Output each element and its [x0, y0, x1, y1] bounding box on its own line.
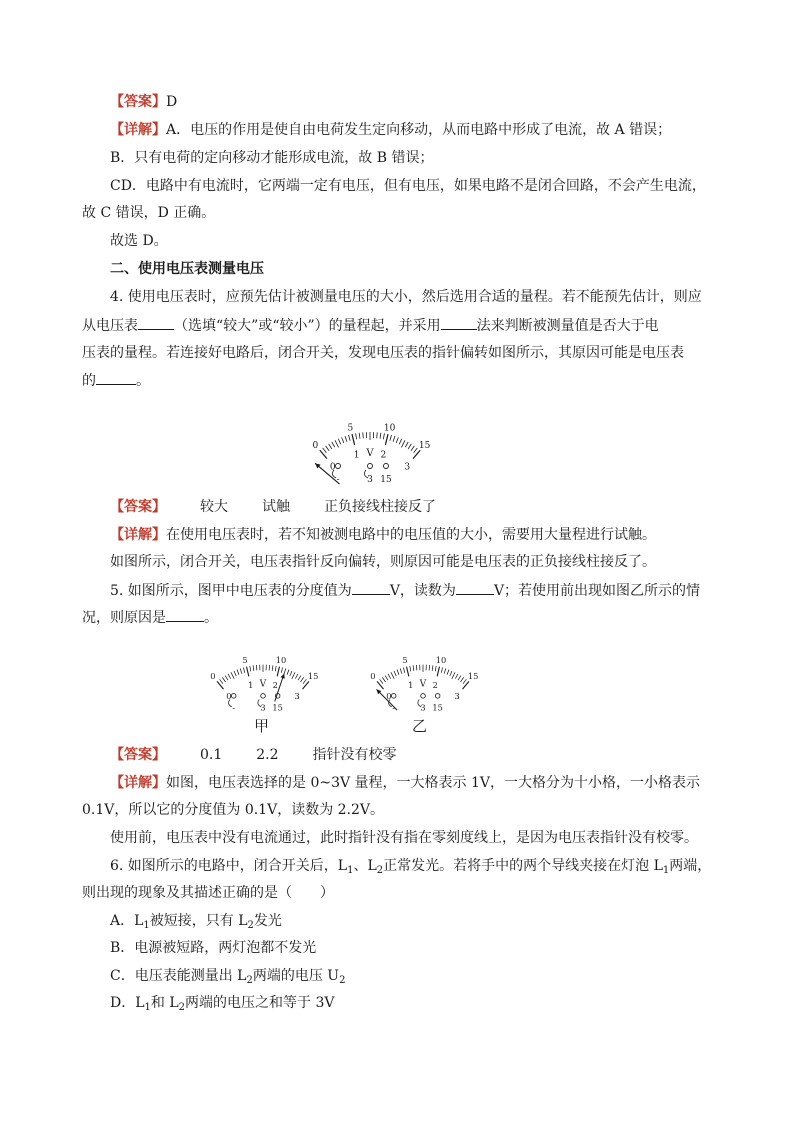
- scale-tick: [228, 674, 231, 679]
- caption-yi: 乙: [412, 717, 428, 735]
- scale-tick: [277, 667, 279, 677]
- terminal-post: [368, 464, 373, 469]
- outer-tick-label: 15: [307, 671, 319, 682]
- q6-line1-b: 、L: [353, 858, 377, 874]
- terminal-label: 3: [260, 702, 266, 713]
- scale-tick: [400, 668, 402, 673]
- scale-tick: [397, 670, 399, 675]
- sub-2: 2: [247, 920, 254, 931]
- q6-opt-d-2: 和 L: [150, 995, 179, 1011]
- scale-tick: [281, 667, 283, 672]
- q4-detail-1: 在使用电压表时，若不知被测电路中的电压值的大小，需要用大量程进行试触。: [166, 527, 656, 543]
- scale-tick: [345, 436, 347, 442]
- voltmeter-figure-q4: [290, 392, 450, 492]
- scale-tick: [231, 672, 234, 679]
- terminal-label: 3: [420, 702, 426, 713]
- q4-line3: 压表的量程。若连接好电路后，闭合开关，发现电压表的指针偏转如图所示，其原因可能是电压表: [82, 345, 684, 361]
- outer-tick-label: 0: [312, 440, 319, 451]
- q5-line2: [82, 607, 218, 628]
- q3-answer-line: [110, 92, 177, 112]
- scale-tick: [363, 432, 364, 438]
- scale-tick: [380, 679, 383, 683]
- scale-tick: [335, 440, 339, 447]
- outer-tick-label: 10: [275, 655, 287, 666]
- voltmeter-figure-jia: [188, 628, 338, 720]
- inner-tick-label: 1: [353, 450, 360, 461]
- q4-line4-a: 的: [82, 373, 96, 389]
- scale-tick: [432, 665, 433, 670]
- scale-tick: [382, 677, 385, 682]
- q6-option-b: B．电源被短路，两灯泡都不发光: [110, 940, 317, 956]
- sub-2: 2: [339, 975, 346, 986]
- sub-1: 1: [347, 865, 354, 876]
- q3-conclusion: 故选 D。: [110, 233, 168, 249]
- scale-tick: [394, 671, 396, 676]
- scale-tick: [411, 446, 414, 451]
- q6-line1-c: 正常发光。若将手中的两个导线夹接在灯泡 L: [383, 858, 663, 874]
- unit-label: V: [259, 678, 267, 690]
- scale-tick: [359, 433, 360, 439]
- scale-tick: [390, 435, 392, 441]
- inner-tick-label: 3: [294, 691, 300, 702]
- terminal-post: [435, 694, 440, 699]
- outer-tick-label: 10: [435, 655, 447, 666]
- q3-detail-cd-2: 故 C 错误，D 正确。: [82, 205, 216, 221]
- terminal-label: 15: [272, 702, 283, 713]
- scale-tick: [441, 667, 443, 672]
- q5-detail-1: 如图，电压表选择的是 0~3V 量程，一大格表示 1V，一大格分为十小格，一小格表示: [166, 775, 701, 791]
- scale-tick: [332, 442, 335, 447]
- q5-blank-1: [352, 580, 390, 595]
- q6-opt-d-3: 两端的电压之和等于 3V: [185, 995, 335, 1011]
- scale-tick: [222, 677, 225, 682]
- q5-answer-2: 2.2: [256, 747, 279, 763]
- scale-tick: [253, 665, 254, 670]
- scale-tick: [393, 436, 395, 442]
- answer-tag: 【答案】: [110, 747, 166, 763]
- inner-tick-label: 0: [226, 691, 232, 702]
- scale-tick: [298, 676, 301, 681]
- scale-tick: [463, 679, 466, 683]
- sub-1: 1: [143, 920, 150, 931]
- voltmeter-diagram-yi: [348, 628, 498, 716]
- inner-tick-label: 2: [432, 680, 438, 691]
- outer-tick-label: 5: [242, 655, 248, 666]
- q3-detail-cd-1: CD．电路中有电流时，它两端一定有电压，但有电压，如果电路不是闭合回路，不会产生电流，: [110, 178, 706, 194]
- inner-tick-label: 1: [408, 680, 414, 691]
- scale-tick: [401, 440, 405, 447]
- answer-tag: 【答案】: [110, 499, 166, 515]
- terminal-post: [421, 694, 426, 699]
- scale-tick: [399, 439, 401, 444]
- terminal-label: 3: [367, 475, 373, 485]
- scale-tick: [234, 671, 236, 676]
- terminal-post: [391, 694, 396, 699]
- terminal-label: -: [392, 702, 396, 713]
- terminal-label: -: [232, 702, 236, 713]
- q6-opt-c-2: 两端的电压 U: [252, 968, 340, 984]
- scale-tick: [413, 665, 414, 670]
- scale-tick: [295, 674, 298, 679]
- q3-detail-a-line: [110, 120, 671, 140]
- scale-tick: [408, 444, 411, 449]
- outer-tick-label: 5: [347, 423, 354, 434]
- inner-tick-label: 3: [454, 691, 460, 702]
- scale-tick: [290, 671, 292, 676]
- scale-tick: [410, 666, 411, 671]
- scale-tick: [338, 439, 340, 444]
- terminal-label: -: [336, 475, 340, 485]
- scale-tick: [303, 679, 306, 683]
- q5-line1-a: 5. 如图所示，图甲中电压表的分度值为: [110, 583, 352, 599]
- scale-tick: [240, 668, 242, 673]
- q6-line1-d: 两端，: [669, 858, 712, 874]
- terminal-post: [336, 464, 341, 469]
- q6-line1-a: 6. 如图所示的电路中，闭合开关后，L: [110, 858, 348, 874]
- outer-tick-label: 15: [418, 440, 431, 451]
- voltmeter-figure-yi: [348, 628, 498, 720]
- q6-opt-d-1: D．L: [110, 995, 145, 1011]
- sub-2: 2: [376, 865, 384, 876]
- scale-tick: [256, 665, 257, 670]
- scale-tick: [275, 666, 276, 671]
- q4-answer-line: [110, 497, 436, 517]
- inner-tick-label: 3: [404, 462, 411, 473]
- scale-tick: [352, 434, 355, 445]
- q4-blank-1: [138, 315, 174, 330]
- q5-answer-line: [110, 745, 397, 765]
- q4-detail-2: 如图所示，闭合开关，电压表指针反向偏转，则原因可能是电压表的正负接线柱接反了。: [110, 554, 656, 570]
- q6-line1: [110, 856, 711, 881]
- scale-tick: [377, 432, 378, 438]
- q4-answer-3: 正负接线柱接反了: [324, 499, 436, 515]
- terminal-post: [261, 694, 266, 699]
- inner-tick-label: 2: [380, 450, 387, 461]
- scale-tick: [269, 665, 270, 670]
- scale-tick: [225, 676, 228, 681]
- sub-1: 1: [144, 1002, 151, 1013]
- q4-line2: [82, 315, 659, 336]
- q6-opt-a-3: 发光: [253, 913, 282, 929]
- outer-tick-label: 0: [370, 671, 376, 682]
- scale-tick: [461, 677, 464, 682]
- q5-blank-3: [166, 607, 204, 622]
- scale-tick: [416, 665, 417, 670]
- scale-tick: [220, 679, 223, 683]
- meter-pointer-head: [280, 674, 284, 679]
- sub-2: 2: [246, 975, 253, 986]
- inner-tick-label: 0: [329, 462, 336, 473]
- caption-jia: 甲: [254, 717, 270, 735]
- q6-line2: 则出现的现象及其描述正确的是（ ）: [82, 885, 334, 901]
- scale-tick: [301, 677, 304, 682]
- scale-tick: [342, 437, 344, 443]
- q3-detail-b: B．只有电荷的定向移动才能形成电流，故 B 错误；: [110, 150, 434, 166]
- q5-detail-line: [110, 773, 700, 793]
- terminal-post: [231, 694, 236, 699]
- outer-tick-label: 10: [383, 423, 396, 434]
- section-title: 二、使用电压表测量电压: [110, 261, 264, 277]
- unit-label: V: [366, 448, 374, 459]
- scale-tick: [272, 665, 273, 670]
- detail-tag: 【详解】: [110, 122, 166, 138]
- scale-tick: [380, 433, 381, 439]
- q5-line1: [110, 580, 700, 601]
- scale-tick: [396, 437, 398, 443]
- q4-line4: [82, 370, 150, 391]
- q5-line2-a: 况，则原因是: [82, 610, 166, 626]
- scale-tick: [405, 442, 408, 447]
- scale-tick: [455, 674, 458, 679]
- scale-tick: [383, 433, 384, 439]
- scale-tick: [356, 433, 357, 439]
- outer-tick-label: 5: [402, 655, 408, 666]
- q4-blank-3: [96, 370, 136, 385]
- scale-tick: [247, 667, 249, 677]
- scale-tick: [237, 670, 239, 675]
- q6-option-c: [110, 966, 345, 991]
- q5-detail-3: 使用前，电压表中没有电流通过，此时指针没有指在零刻度线上，是因为电压表指针没有校零。: [110, 830, 698, 846]
- scale-tick: [326, 446, 329, 451]
- scale-tick: [292, 672, 295, 679]
- q5-line2-b: 。: [204, 610, 218, 626]
- voltmeter-diagram: [290, 392, 450, 488]
- q6-option-a: [110, 911, 282, 936]
- scale-tick: [458, 676, 461, 681]
- q4-answer-2: 试触: [262, 499, 290, 515]
- scale-tick: [414, 448, 418, 453]
- sub-2: 2: [178, 1002, 186, 1013]
- scale-tick: [447, 670, 449, 675]
- answer-tag: 【答案】: [110, 94, 166, 110]
- q4-detail-line: [110, 525, 656, 545]
- q5-answer-1: 0.1: [200, 747, 223, 763]
- scale-tick: [329, 444, 332, 449]
- q6-opt-a-1: A．L: [110, 913, 144, 929]
- sub-1: 1: [662, 865, 670, 876]
- q5-answer-3: 指针没有校零: [312, 747, 397, 763]
- scale-tick: [435, 666, 436, 671]
- inner-tick-label: 1: [248, 680, 254, 691]
- q6-opt-c-1: C．电压表能测量出 L: [110, 968, 247, 984]
- scale-tick: [385, 676, 388, 681]
- inner-tick-label: 2: [272, 680, 278, 691]
- outer-tick-label: 0: [210, 671, 216, 682]
- scale-tick: [250, 666, 251, 671]
- scale-tick: [429, 665, 430, 670]
- q6-option-d: [110, 993, 335, 1018]
- q4-line2-c: 法来判断被测量值是否大于电: [476, 318, 659, 334]
- scale-tick: [450, 671, 452, 676]
- inner-tick-label: 0: [386, 691, 392, 702]
- scale-tick: [287, 670, 289, 675]
- q4-line2-b: （选填“较大”或“较小”）的量程起，并采用: [174, 318, 441, 334]
- q4-blank-2: [441, 315, 477, 330]
- scale-tick: [385, 434, 388, 445]
- scale-tick: [407, 667, 409, 677]
- q5-line1-c: V；若使用前出现如图乙所示的情: [493, 583, 701, 599]
- scale-tick: [323, 448, 327, 453]
- terminal-label: 15: [432, 702, 443, 713]
- q5-blank-2: [456, 580, 494, 595]
- scale-tick: [243, 667, 245, 672]
- scale-tick: [437, 667, 439, 677]
- detail-tag: 【详解】: [110, 527, 166, 543]
- unit-label: V: [419, 678, 427, 690]
- q5-detail-2: 0.1V，所以它的分度值为 0.1V，读数为 2.2V。: [82, 802, 385, 818]
- q6-opt-a-2: 被短接，只有 L: [149, 913, 248, 929]
- q4-line1: 4. 使用电压表时，应预先估计被测量电压的大小，然后选用合适的量程。若不能预先估计，则应: [110, 289, 702, 305]
- scale-tick: [391, 672, 394, 679]
- scale-tick: [388, 674, 391, 679]
- outer-tick-label: 15: [467, 671, 479, 682]
- scale-tick: [444, 668, 446, 673]
- terminal-post: [384, 464, 389, 469]
- scale-tick: [403, 667, 405, 672]
- scale-tick: [452, 672, 455, 679]
- q4-line2-a: 从电压表: [82, 318, 138, 334]
- q4-answer-1: 较大: [200, 499, 228, 515]
- q4-line4-b: 。: [136, 373, 150, 389]
- q3-detail-a: A．电压的作用是使自由电荷发生定向移动，从而电路中形成了电流，故 A 错误；: [166, 122, 672, 138]
- scale-tick: [284, 668, 286, 673]
- q5-line1-b: V，读数为: [389, 583, 456, 599]
- scale-tick: [349, 435, 351, 441]
- q3-answer: D: [166, 94, 178, 110]
- voltmeter-diagram-jia: [188, 628, 338, 716]
- detail-tag: 【详解】: [110, 775, 166, 791]
- terminal-label: 15: [380, 475, 392, 485]
